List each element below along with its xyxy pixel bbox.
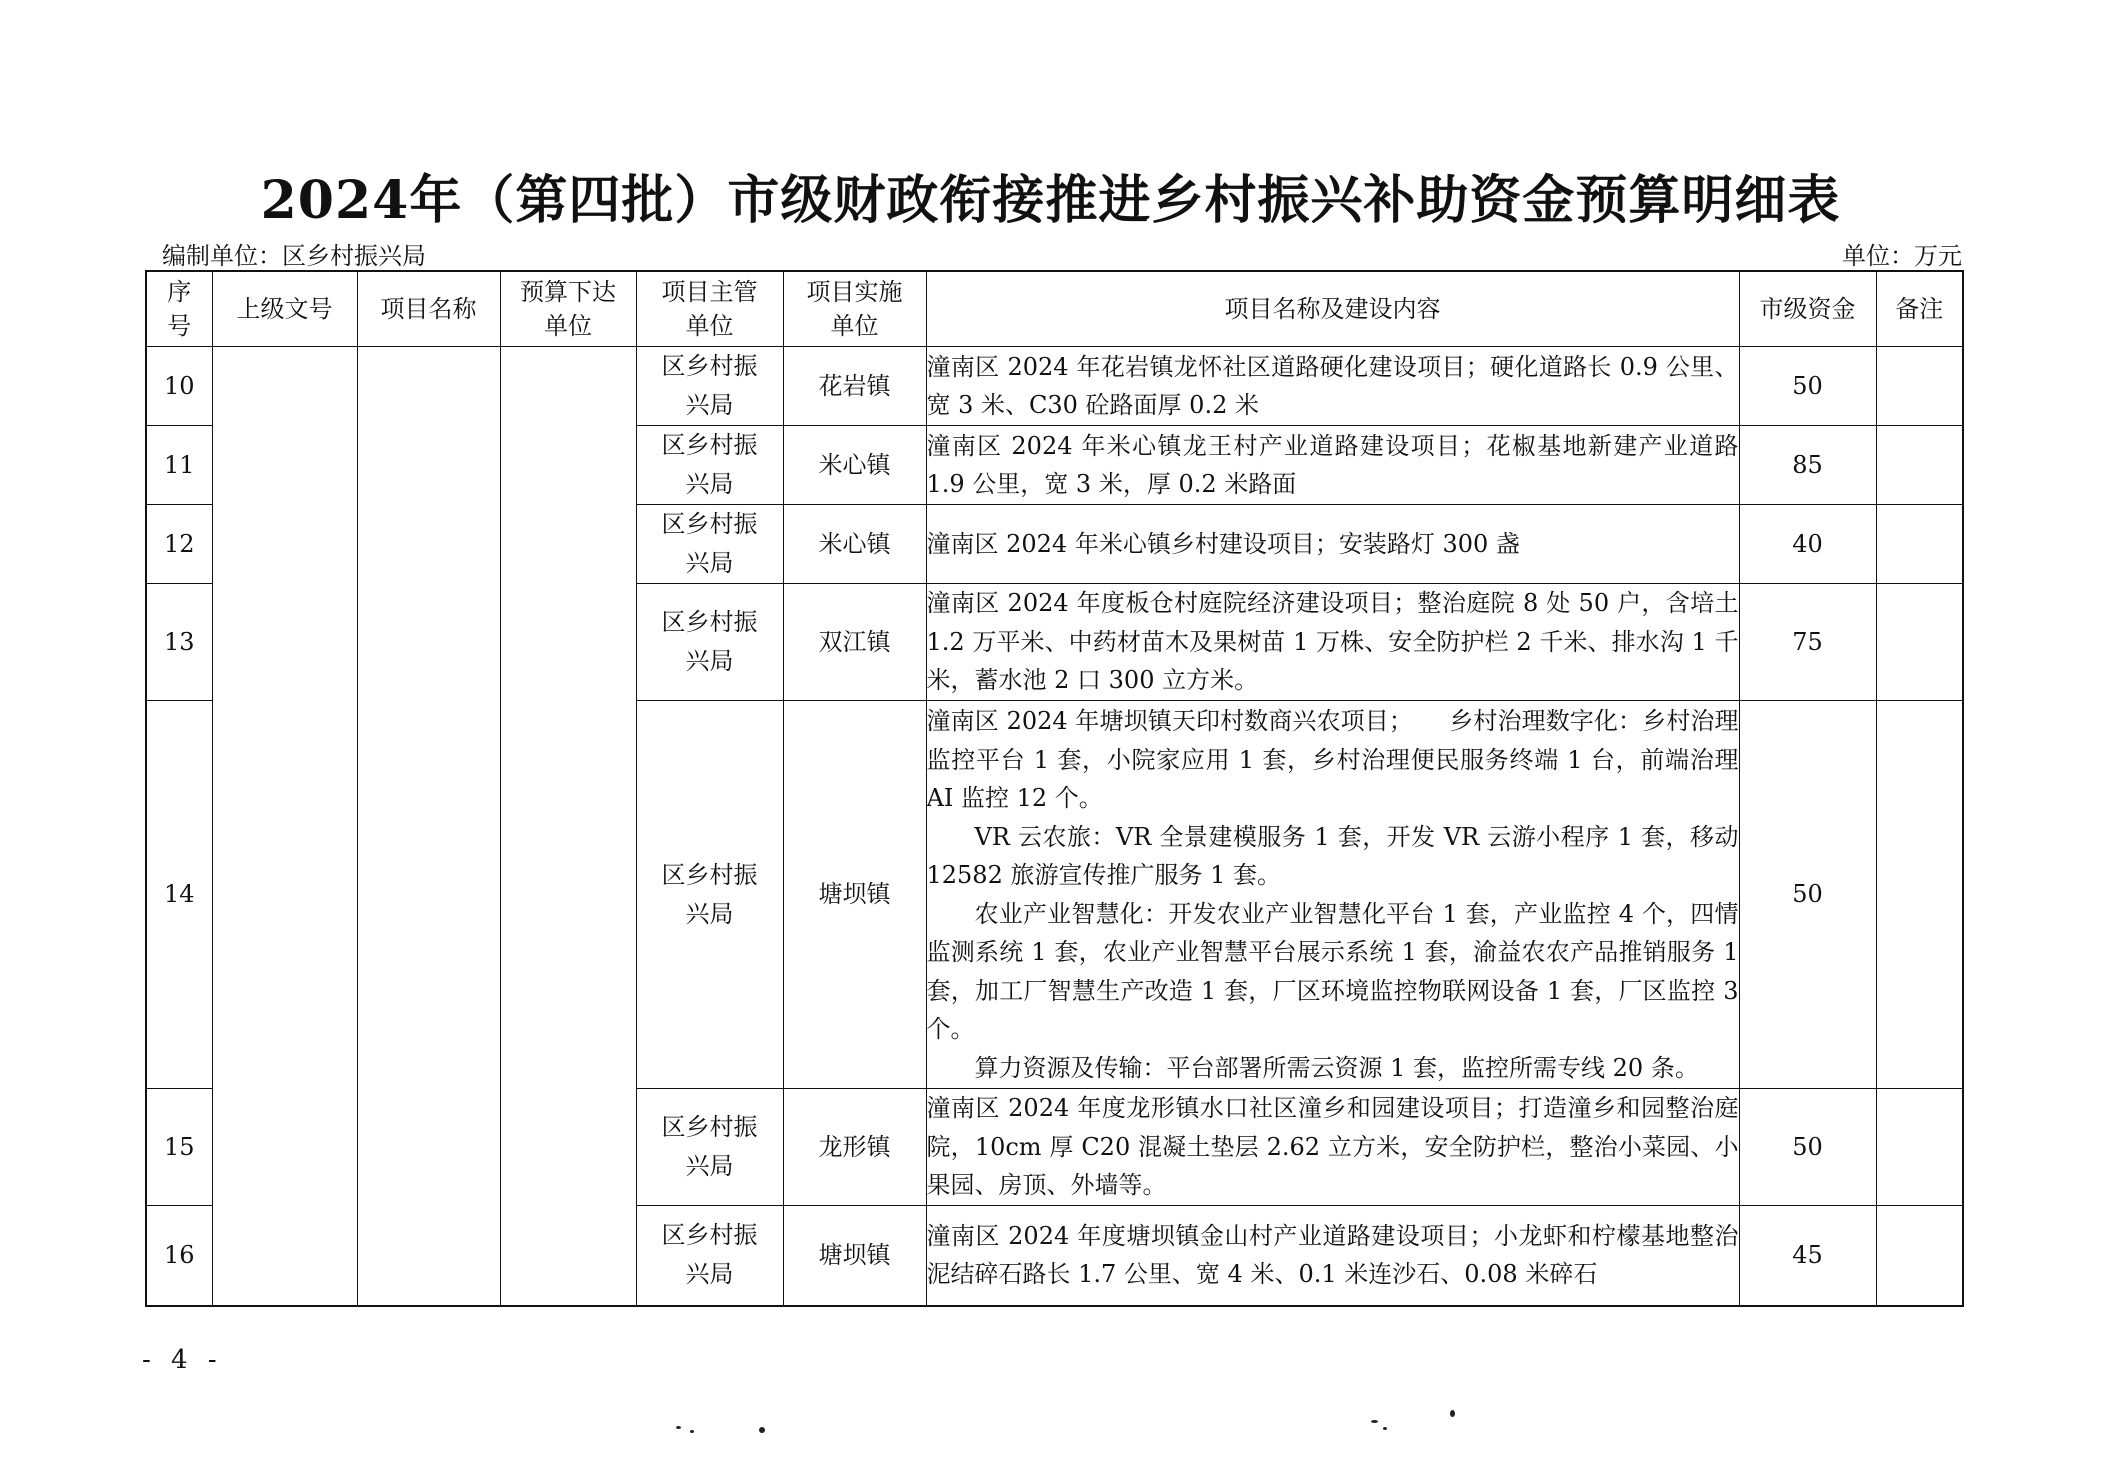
header-row — [146, 271, 1963, 347]
page-title: 2024年（第四批）市级财政衔接推进乡村振兴补助资金预算明细表 — [260, 170, 1841, 231]
scan-speck — [1383, 1427, 1387, 1430]
scan-speck — [676, 1426, 681, 1429]
content-paragraph: 潼南区 2024 年度板仓村庭院经济建设项目；整治庭院 8 处 50 户，含培土 1.2 万平米、中药材苗木及果树苗 1 万株、安全防护栏 2 千米、排水沟 1 千米，蓄水池 2 口 300 立方米。 — [926, 589, 1739, 695]
page-number: - 4 - — [142, 1345, 223, 1375]
header-project-name: 项目名称 — [357, 271, 500, 347]
row-content — [926, 1206, 1739, 1306]
cell-doc-no — [212, 347, 357, 1306]
row-remarks — [1876, 584, 1963, 701]
content-paragraph: 潼南区 2024 年度龙形镇水口社区潼乡和园建设项目；打造潼乡和园整治庭院，10cm 厚 C20 混凝土垫层 2.62 立方米，安全防护栏，整治小菜园、小果园、房顶、外墙等。 — [926, 1094, 1739, 1200]
row-funds: 75 — [1739, 584, 1876, 701]
row-content — [926, 426, 1739, 505]
row-remarks — [1876, 701, 1963, 1089]
header-supervisor: 项目主管单位 — [636, 271, 783, 347]
row-funds: 85 — [1739, 426, 1876, 505]
header-budget-unit: 预算下达单位 — [500, 271, 636, 347]
row-content — [926, 505, 1739, 584]
row-funds: 50 — [1739, 1089, 1876, 1206]
header-remarks: 备注 — [1876, 271, 1963, 347]
header-seq: 序号 — [146, 271, 212, 347]
scan-speck — [759, 1427, 765, 1433]
budget-table — [145, 270, 1964, 1307]
content-paragraph: 潼南区 2024 年米心镇龙王村产业道路建设项目；花椒基地新建产业道路 1.9 公里，宽 3 米，厚 0.2 米路面 — [926, 431, 1739, 498]
row-implementer: 花岩镇 — [783, 347, 926, 426]
row-supervisor: 区乡村振兴局 — [636, 1089, 783, 1206]
row-implementer: 塘坝镇 — [783, 701, 926, 1089]
row-content — [926, 584, 1739, 701]
content-paragraph: 潼南区 2024 年度塘坝镇金山村产业道路建设项目；小龙虾和柠檬基地整治泥结碎石路长 1.7 公里、宽 4 米、0.1 米连沙石、0.08 米碎石 — [926, 1221, 1739, 1289]
row-supervisor: 区乡村振兴局 — [636, 505, 783, 584]
header-content: 项目名称及建设内容 — [926, 271, 1739, 347]
row-seq: 15 — [146, 1089, 212, 1206]
row-remarks — [1876, 1089, 1963, 1206]
content-paragraph: 潼南区 2024 年塘坝镇天印村数商兴农项目； 乡村治理数字化：乡村治理监控平台 1 套，小院家应用 1 套，乡村治理便民服务终端 1 台，前端治理 AI 监控 12 个。 — [926, 707, 1739, 812]
scan-speck — [1371, 1420, 1378, 1423]
row-implementer: 米心镇 — [783, 426, 926, 505]
row-supervisor: 区乡村振兴局 — [636, 584, 783, 701]
row-funds: 45 — [1739, 1206, 1876, 1306]
row-seq: 12 — [146, 505, 212, 584]
content-paragraph: 农业产业智慧化：开发农业产业智慧化平台 1 套，产业监控 4 个，四情监测系统 1 套，农业产业智慧平台展示系统 1 套，渝益农农产品推销服务 1 套，加工厂智慧生产改造 1 套，厂区环境监控物联网设备 1 套，厂区监控 3 个。 — [926, 899, 1739, 1043]
row-implementer: 塘坝镇 — [783, 1206, 926, 1306]
row-content — [926, 701, 1739, 1089]
row-seq: 10 — [146, 347, 212, 426]
cell-budget-unit — [500, 347, 636, 1306]
row-seq: 11 — [146, 426, 212, 505]
row-content — [926, 347, 1739, 426]
row-supervisor: 区乡村振兴局 — [636, 1206, 783, 1306]
cell-project-name — [357, 347, 500, 1306]
header-funds: 市级资金 — [1739, 271, 1876, 347]
row-implementer: 双江镇 — [783, 584, 926, 701]
row-remarks — [1876, 426, 1963, 505]
row-supervisor: 区乡村振兴局 — [636, 347, 783, 426]
row-remarks — [1876, 347, 1963, 426]
scan-speck — [690, 1430, 694, 1433]
row-implementer: 龙形镇 — [783, 1089, 926, 1206]
row-seq: 14 — [146, 701, 212, 1089]
header-doc-no: 上级文号 — [212, 271, 357, 347]
unit-label: 单位：万元 — [1842, 242, 1962, 270]
content-paragraph: 潼南区 2024 年花岩镇龙怀社区道路硬化建设项目；硬化道路长 0.9 公里、宽 3 米、C30 砼路面厚 0.2 米 — [926, 352, 1739, 419]
row-implementer: 米心镇 — [783, 505, 926, 584]
compiling-unit: 编制单位：区乡村振兴局 — [162, 242, 426, 270]
row-funds: 50 — [1739, 347, 1876, 426]
row-supervisor: 区乡村振兴局 — [636, 426, 783, 505]
content-paragraph: VR 云农旅：VR 全景建模服务 1 套，开发 VR 云游小程序 1 套，移动 12582 旅游宣传推广服务 1 套。 — [926, 822, 1739, 889]
header-implementer: 项目实施单位 — [783, 271, 926, 347]
row-seq: 13 — [146, 584, 212, 701]
row-funds: 50 — [1739, 701, 1876, 1089]
row-remarks — [1876, 505, 1963, 584]
scan-speck — [1450, 1410, 1455, 1417]
row-content — [926, 1089, 1739, 1206]
row-supervisor: 区乡村振兴局 — [636, 701, 783, 1089]
content-paragraph: 算力资源及传输：平台部署所需云资源 1 套，监控所需专线 20 条。 — [974, 1053, 1699, 1082]
table-row — [146, 347, 1963, 426]
row-remarks — [1876, 1206, 1963, 1306]
row-seq: 16 — [146, 1206, 212, 1306]
content-paragraph: 潼南区 2024 年米心镇乡村建设项目；安装路灯 300 盏 — [926, 529, 1520, 558]
row-funds: 40 — [1739, 505, 1876, 584]
